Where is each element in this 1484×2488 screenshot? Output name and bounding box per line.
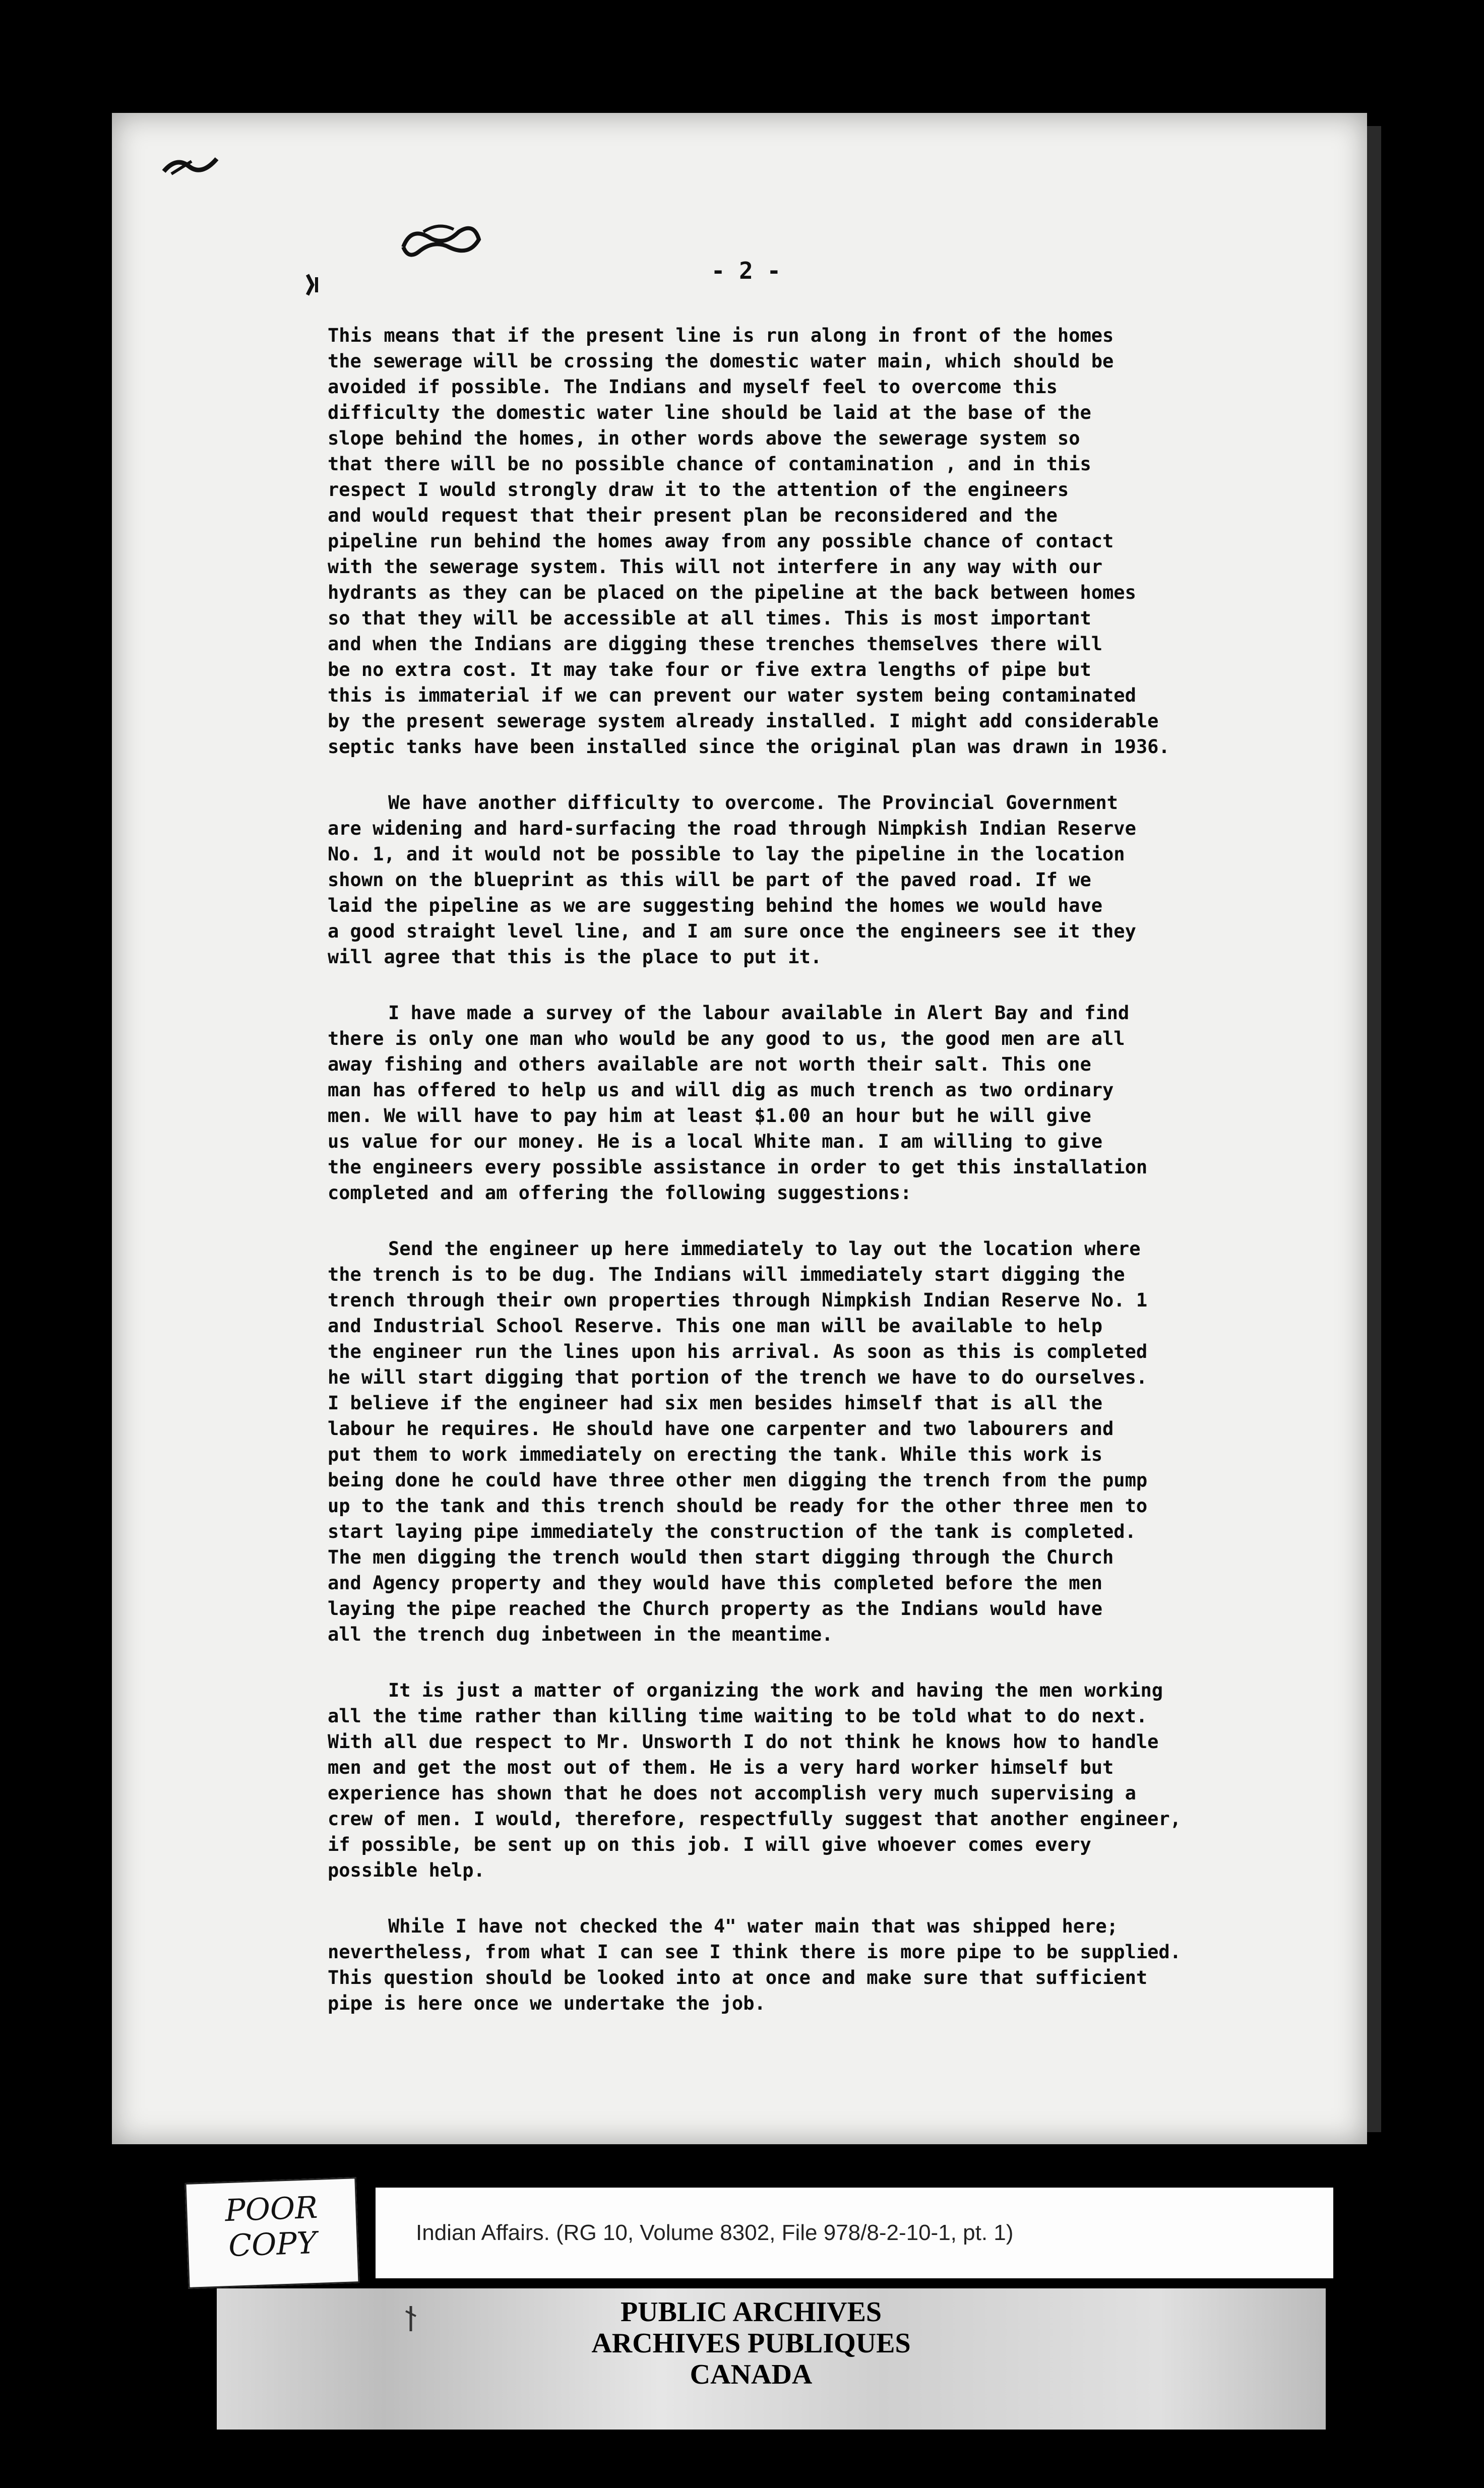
text-line: away fishing and others available are not worth their salt. This one bbox=[328, 1053, 1091, 1075]
text-line: the trench is to be dug. The Indians will immediately start digging the bbox=[328, 1264, 1125, 1285]
text-line: trench through their own properties through Nimpkish Indian Reserve No. 1 bbox=[328, 1289, 1148, 1311]
text-line: the engineer run the lines upon his arrival. As soon as this is completed bbox=[328, 1341, 1148, 1362]
text-line: possible help. bbox=[328, 1859, 485, 1881]
text-line: are widening and hard-surfacing the road through Nimpkish Indian Reserve bbox=[328, 818, 1136, 839]
text-line: and would request that their present plan be reconsidered and the bbox=[328, 505, 1058, 526]
text-line: With all due respect to Mr. Unsworth I do not think he knows how to handle bbox=[328, 1731, 1159, 1753]
text-line: and when the Indians are digging these trenches themselves there will bbox=[328, 633, 1103, 655]
text-line: so that they will be accessible at all times. This is most important bbox=[328, 607, 1091, 629]
poor-copy-label bbox=[184, 2177, 359, 2289]
text-line: start laying pipe immediately the construction of the tank is completed. bbox=[328, 1521, 1136, 1542]
text-line: septic tanks have been installed since the original plan was drawn in 1936. bbox=[328, 736, 1170, 758]
text-line: all the time rather than killing time waiting to be told what to do next. bbox=[328, 1705, 1148, 1727]
citation-text: Indian Affairs. (RG 10, Volume 8302, File 978/8-2-10-1, pt. 1) bbox=[416, 2220, 1014, 2245]
text-line: us value for our money. He is a local White man. I am willing to give bbox=[328, 1131, 1103, 1152]
archives-line-2: ARCHIVES PUBLIQUES bbox=[591, 2328, 911, 2359]
text-line: shown on the blueprint as this will be part of the paved road. If we bbox=[328, 869, 1091, 891]
text-line: if possible, be sent up on this job. I will give whoever comes every bbox=[328, 1834, 1091, 1855]
text-line: completed and am offering the following suggestions: bbox=[328, 1182, 912, 1204]
page-number: - 2 - bbox=[711, 257, 781, 284]
paragraph bbox=[328, 790, 1316, 970]
paragraph bbox=[328, 323, 1316, 760]
poor-copy-line2: COPY bbox=[228, 2225, 318, 2264]
paragraph bbox=[328, 1000, 1316, 1206]
text-line: No. 1, and it would not be possible to lay the pipeline in the location bbox=[328, 843, 1125, 865]
text-line: It is just a matter of organizing the work and having the men working bbox=[388, 1680, 1163, 1701]
text-line: experience has shown that he does not accomplish very much supervising a bbox=[328, 1782, 1136, 1804]
text-line: pipe is here once we undertake the job. bbox=[328, 1993, 766, 2014]
text-line: by the present sewerage system already installed. I might add considerable bbox=[328, 710, 1159, 732]
text-line: The men digging the trench would then start digging through the Church bbox=[328, 1546, 1114, 1568]
text-line: slope behind the homes, in other words above the sewerage system so bbox=[328, 427, 1080, 449]
text-line: This means that if the present line is run along in front of the homes bbox=[328, 325, 1114, 346]
text-line: the engineers every possible assistance in order to get this installation bbox=[328, 1156, 1148, 1178]
text-line: men. We will have to pay him at least $1.00 an hour but he will give bbox=[328, 1105, 1091, 1127]
paragraph bbox=[328, 1913, 1316, 2016]
text-line: with the sewerage system. This will not interfere in any way with our bbox=[328, 556, 1103, 578]
text-line: crew of men. I would, therefore, respectfully suggest that another engineer, bbox=[328, 1808, 1181, 1830]
text-line: We have another difficulty to overcome. The Provincial Government bbox=[388, 792, 1118, 814]
binding-mark-icon bbox=[403, 2304, 418, 2334]
text-line: being done he could have three other men digging the trench from the pump bbox=[328, 1469, 1148, 1491]
text-line: all the trench dug inbetween in the meantime. bbox=[328, 1624, 833, 1645]
text-line: he will start digging that portion of the trench we have to do ourselves. bbox=[328, 1366, 1148, 1388]
text-line: laying the pipe reached the Church property as the Indians would have bbox=[328, 1598, 1103, 1620]
archival-citation bbox=[376, 2188, 1333, 2278]
text-line: and Agency property and they would have this completed before the men bbox=[328, 1572, 1103, 1594]
text-line: difficulty the domestic water line should be laid at the base of the bbox=[328, 402, 1091, 423]
margin-mark-icon bbox=[302, 272, 323, 297]
text-line: a good straight level line, and I am sure once the engineers see it they bbox=[328, 920, 1136, 942]
handwritten-mark-icon bbox=[398, 217, 484, 262]
paragraph bbox=[328, 1236, 1316, 1647]
text-line: man has offered to help us and will dig as much trench as two ordinary bbox=[328, 1079, 1114, 1101]
text-line: labour he requires. He should have one carpenter and two labourers and bbox=[328, 1418, 1114, 1440]
archives-line-1: PUBLIC ARCHIVES bbox=[620, 2296, 882, 2328]
corner-scribble-icon bbox=[161, 146, 222, 181]
text-line: Send the engineer up here immediately to lay out the location where bbox=[388, 1238, 1141, 1260]
text-line: avoided if possible. The Indians and myself feel to overcome this bbox=[328, 376, 1058, 398]
text-line: nevertheless, from what I can see I think there is more pipe to be supplied. bbox=[328, 1941, 1181, 1963]
text-line: be no extra cost. It may take four or five extra lengths of pipe but bbox=[328, 659, 1091, 680]
text-line: I have made a survey of the labour available in Alert Bay and find bbox=[388, 1002, 1130, 1024]
text-line: laid the pipeline as we are suggesting behind the homes we would have bbox=[328, 895, 1103, 916]
letter-body bbox=[328, 323, 1316, 2046]
text-line: This question should be looked into at once and make sure that sufficient bbox=[328, 1967, 1148, 1988]
text-line: men and get the most out of them. He is a very hard worker himself but bbox=[328, 1757, 1114, 1778]
text-line: there is only one man who would be any good to us, the good men are all bbox=[328, 1028, 1125, 1049]
archives-line-3: CANADA bbox=[690, 2359, 813, 2390]
text-line: the sewerage will be crossing the domestic water main, which should be bbox=[328, 350, 1114, 372]
text-line: that there will be no possible chance of contamination , and in this bbox=[328, 453, 1091, 475]
text-line: While I have not checked the 4" water main that was shipped here; bbox=[388, 1915, 1118, 1937]
text-line: I believe if the engineer had six men besides himself that is all the bbox=[328, 1392, 1103, 1414]
text-line: put them to work immediately on erecting the tank. While this work is bbox=[328, 1444, 1103, 1465]
paragraph bbox=[328, 1677, 1316, 1883]
archives-stamp bbox=[504, 2288, 998, 2390]
poor-copy-line1: POOR bbox=[224, 2190, 319, 2229]
text-line: and Industrial School Reserve. This one man will be available to help bbox=[328, 1315, 1103, 1337]
text-line: hydrants as they can be placed on the pipeline at the back between homes bbox=[328, 582, 1136, 603]
text-line: will agree that this is the place to put it. bbox=[328, 946, 822, 968]
text-line: pipeline run behind the homes away from any possible chance of contact bbox=[328, 530, 1114, 552]
text-line: up to the tank and this trench should be ready for the other three men to bbox=[328, 1495, 1148, 1517]
text-line: this is immaterial if we can prevent our water system being contaminated bbox=[328, 685, 1136, 706]
text-line: respect I would strongly draw it to the attention of the engineers bbox=[328, 479, 1069, 501]
